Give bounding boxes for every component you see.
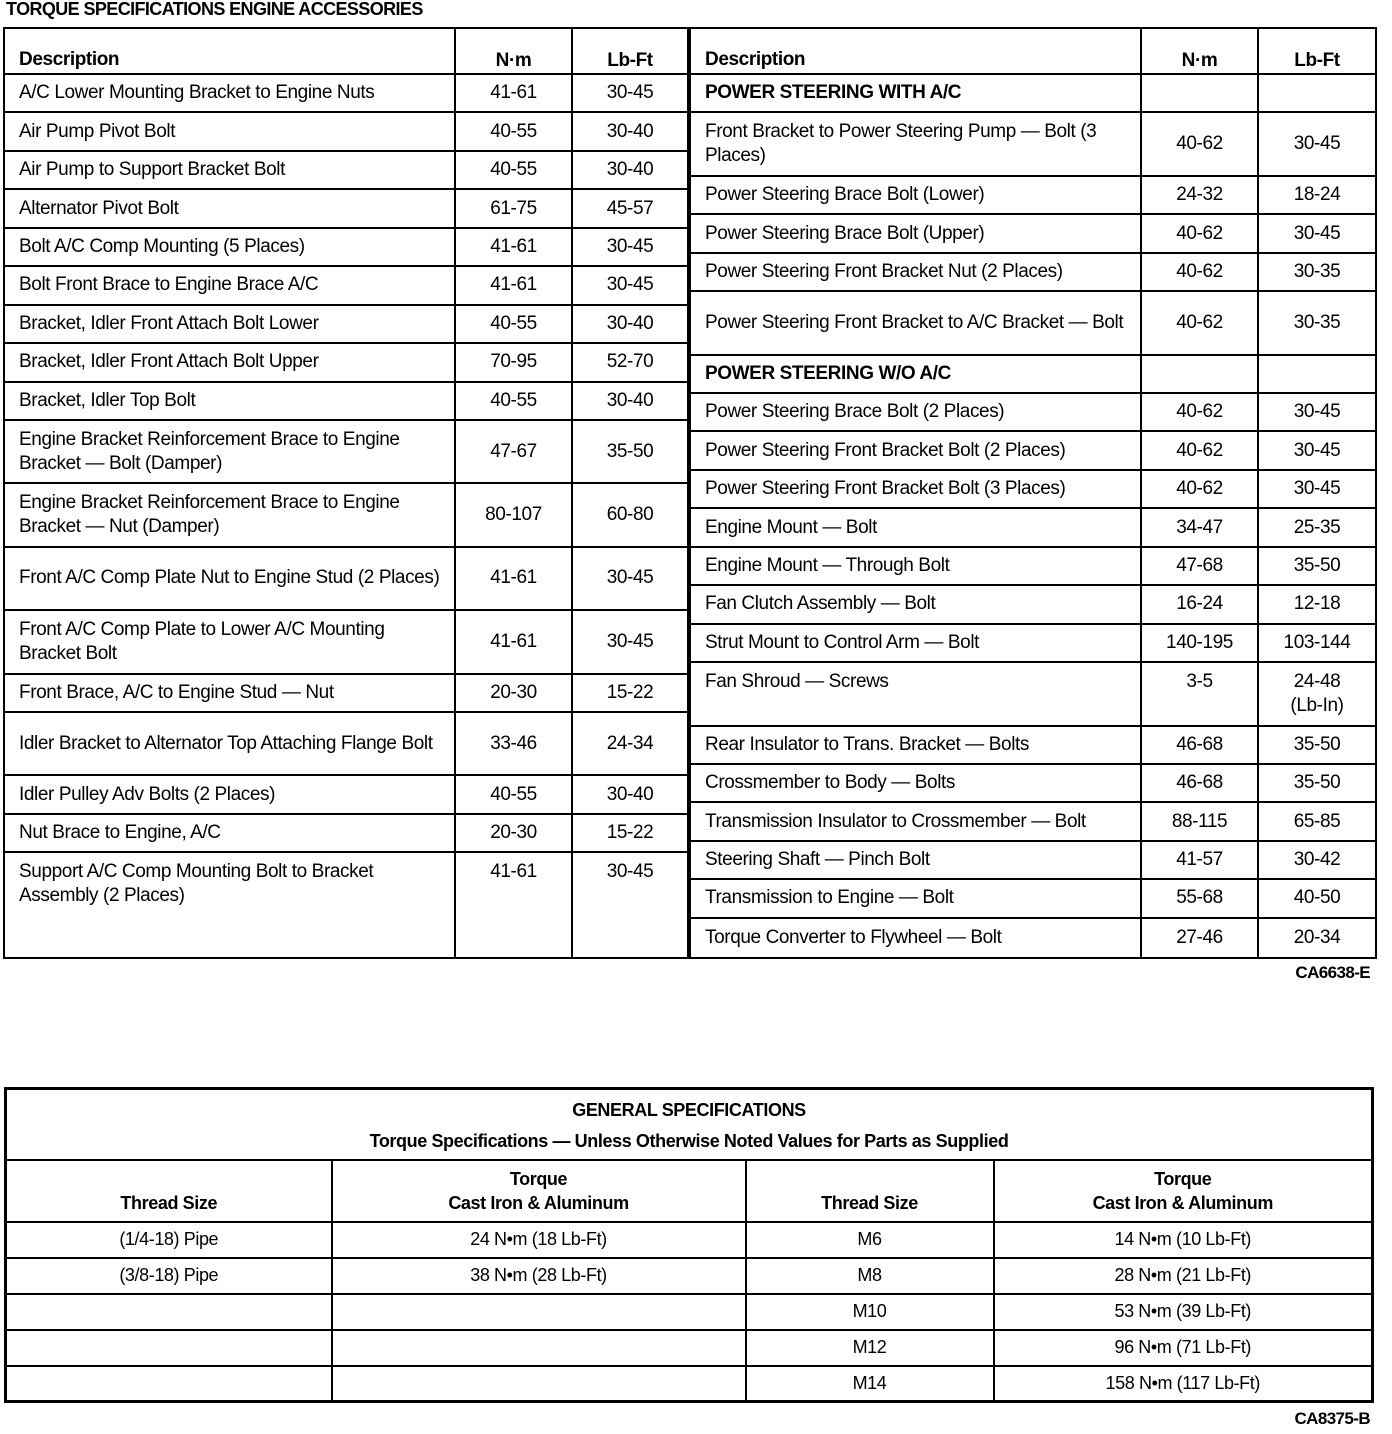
spec-lbft-value: 65-85 — [1258, 802, 1376, 840]
figure-reference-code: CA6638-E — [1295, 963, 1370, 982]
spec-lbft-value: 30-40 — [572, 775, 689, 813]
spec-nm-value: 41-61 — [455, 547, 572, 610]
spec-nm-value: 3-5 — [1141, 662, 1258, 725]
spec-description: Engine Mount — Through Bolt — [689, 547, 1141, 585]
col-header-nm: N·m — [1141, 28, 1258, 74]
spec-nm-value: 40-62 — [1141, 431, 1258, 469]
col-header-nm: N·m — [455, 28, 572, 74]
torque-value-cell: 158 N•m (117 Lb-Ft) — [994, 1366, 1373, 1402]
spec-description: Fan Clutch Assembly — Bolt — [689, 585, 1141, 623]
spec-nm-value: 55-68 — [1141, 879, 1258, 917]
page-title: TORQUE SPECIFICATIONS ENGINE ACCESSORIES — [6, 0, 423, 19]
general-spec-table — [4, 1087, 1374, 1403]
spec-nm-value: 24-32 — [1141, 176, 1258, 214]
spec-nm-value: 40-62 — [1141, 253, 1258, 291]
spec-nm-value: 80-107 — [455, 483, 572, 546]
spec-nm-value: 34-47 — [1141, 508, 1258, 546]
spec-nm-value: 70-95 — [455, 343, 572, 381]
spec-description: Power Steering Front Bracket Nut (2 Places) — [689, 253, 1141, 291]
spec-description: Front Bracket to Power Steering Pump — Bolt (3 Places) — [689, 112, 1141, 175]
spec-description: Bracket, Idler Top Bolt — [4, 382, 455, 420]
general-spec-row — [6, 1222, 1373, 1258]
spec-nm-value: 20-30 — [455, 814, 572, 852]
spec-description: Power Steering Brace Bolt (Lower) — [689, 176, 1141, 214]
thread-size-cell — [6, 1366, 332, 1402]
general-spec-subtitle: Torque Specifications — Unless Otherwise Noted Values for Parts as Supplied — [6, 1125, 1373, 1160]
torque-value-cell: 14 N•m (10 Lb-Ft) — [994, 1222, 1373, 1258]
spec-nm-value: 41-61 — [455, 852, 572, 958]
thread-size-cell — [6, 1330, 332, 1366]
section-heading: POWER STEERING W/O A/C — [689, 355, 1141, 393]
torque-value-cell: 96 N•m (71 Lb-Ft) — [994, 1330, 1373, 1366]
torque-value-cell: 53 N•m (39 Lb-Ft) — [994, 1294, 1373, 1330]
thread-size-cell: M12 — [746, 1330, 994, 1366]
spec-description: Air Pump to Support Bracket Bolt — [4, 151, 455, 189]
spec-description: Power Steering Front Bracket to A/C Bracket — Bolt — [689, 291, 1141, 354]
spec-nm-value: 41-57 — [1141, 841, 1258, 879]
col-header-lbft: Lb-Ft — [1258, 28, 1376, 74]
spec-nm-value: 41-61 — [455, 228, 572, 266]
general-header-row — [6, 1160, 1373, 1222]
spec-unit-note: (Lb-In) — [1290, 695, 1344, 717]
torque-spec-table — [3, 27, 1377, 959]
general-spec-row — [6, 1294, 1373, 1330]
spec-nm-value: 41-61 — [455, 266, 572, 304]
spec-lbft-value: 30-45 — [572, 74, 689, 112]
general-spec-row — [6, 1258, 1373, 1294]
spec-lbft-value: 30-45 — [572, 228, 689, 266]
spec-lbft-value: 15-22 — [572, 814, 689, 852]
spec-description: Idler Bracket to Alternator Top Attaching Flange Bolt — [4, 712, 455, 775]
thread-size-cell: M6 — [746, 1222, 994, 1258]
spec-lbft-value: 103-144 — [1258, 624, 1376, 662]
spec-description: Power Steering Front Bracket Bolt (3 Places) — [689, 470, 1141, 508]
spec-lbft-value: 30-45 — [1258, 112, 1376, 175]
general-spec-title: GENERAL SPECIFICATIONS — [6, 1089, 1373, 1125]
spec-lbft-value: 35-50 — [572, 420, 689, 483]
spec-lbft-value: 30-42 — [1258, 841, 1376, 879]
section-heading: POWER STEERING WITH A/C — [689, 74, 1141, 112]
spec-lbft-value: 15-22 — [572, 674, 689, 712]
spec-description: Nut Brace to Engine, A/C — [4, 814, 455, 852]
spec-description: Air Pump Pivot Bolt — [4, 112, 455, 150]
torque-value-cell — [332, 1294, 746, 1330]
spec-description: Engine Bracket Reinforcement Brace to Engine Bracket — Nut (Damper) — [4, 483, 455, 546]
spec-description: Alternator Pivot Bolt — [4, 189, 455, 227]
torque-value-cell: 24 N•m (18 Lb-Ft) — [332, 1222, 746, 1258]
spec-description: Strut Mount to Control Arm — Bolt — [689, 624, 1141, 662]
spec-nm-value: 47-68 — [1141, 547, 1258, 585]
spec-description: Front A/C Comp Plate Nut to Engine Stud (2 Places) — [4, 547, 455, 610]
spec-description: Torque Converter to Flywheel — Bolt — [689, 918, 1141, 958]
thread-size-cell: M14 — [746, 1366, 994, 1402]
spec-description: Engine Mount — Bolt — [689, 508, 1141, 546]
spec-lbft-value: 35-50 — [1258, 547, 1376, 585]
spec-lbft-value: 25-35 — [1258, 508, 1376, 546]
spec-nm-value: 40-62 — [1141, 112, 1258, 175]
spec-description: Power Steering Brace Bolt (Upper) — [689, 214, 1141, 252]
spec-description: Idler Pulley Adv Bolts (2 Places) — [4, 775, 455, 813]
spec-lbft-value — [1258, 662, 1376, 725]
spec-description: Bolt Front Brace to Engine Brace A/C — [4, 266, 455, 304]
col-header-thread-size: Thread Size — [6, 1160, 332, 1222]
spec-lbft-value: 24-34 — [572, 712, 689, 775]
spec-lbft-value: 60-80 — [572, 483, 689, 546]
spec-lbft-value: 52-70 — [572, 343, 689, 381]
spec-lbft-value: 20-34 — [1258, 918, 1376, 958]
spec-lbft-value: 30-45 — [1258, 214, 1376, 252]
general-spec-row — [6, 1330, 1373, 1366]
spec-nm-value: 40-55 — [455, 775, 572, 813]
spec-nm-value — [1141, 355, 1258, 393]
spec-description: Fan Shroud — Screws — [689, 662, 1141, 725]
spec-lbft-value: 30-45 — [572, 547, 689, 610]
spec-lbft-value: 35-50 — [1258, 726, 1376, 764]
col-header-torque: Torque Cast Iron & Aluminum — [332, 1160, 746, 1222]
spec-nm-value: 41-61 — [455, 74, 572, 112]
spec-lbft-value — [1258, 355, 1376, 393]
spec-nm-value: 40-55 — [455, 382, 572, 420]
spec-nm-value: 20-30 — [455, 674, 572, 712]
spec-lbft-value — [1258, 74, 1376, 112]
spec-nm-value: 46-68 — [1141, 764, 1258, 802]
spec-nm-value: 40-62 — [1141, 470, 1258, 508]
spec-nm-value: 40-62 — [1141, 291, 1258, 354]
spec-nm-value: 16-24 — [1141, 585, 1258, 623]
spec-description: Support A/C Comp Mounting Bolt to Bracket Assembly (2 Places) — [4, 852, 455, 958]
spec-nm-value: 40-55 — [455, 305, 572, 343]
spec-description: Steering Shaft — Pinch Bolt — [689, 841, 1141, 879]
spec-nm-value: 40-62 — [1141, 214, 1258, 252]
spec-nm-value: 40-62 — [1141, 393, 1258, 431]
spec-lbft-value: 30-40 — [572, 305, 689, 343]
spec-lbft-value: 30-35 — [1258, 291, 1376, 354]
thread-size-cell: M10 — [746, 1294, 994, 1330]
spec-lbft-value: 30-40 — [572, 151, 689, 189]
spec-nm-value: 40-55 — [455, 112, 572, 150]
spec-lbft-value: 30-45 — [1258, 431, 1376, 469]
spec-nm-value: 61-75 — [455, 189, 572, 227]
spec-lbft-value: 35-50 — [1258, 764, 1376, 802]
thread-size-cell: (3/8-18) Pipe — [6, 1258, 332, 1294]
torque-value-cell — [332, 1330, 746, 1366]
spec-nm-value: 33-46 — [455, 712, 572, 775]
spec-nm-value: 46-68 — [1141, 726, 1258, 764]
spec-description: Transmission Insulator to Crossmember — Bolt — [689, 802, 1141, 840]
spec-nm-value: 47-67 — [455, 420, 572, 483]
spec-description: Power Steering Front Bracket Bolt (2 Places) — [689, 431, 1141, 469]
spec-lbft-value: 30-45 — [1258, 470, 1376, 508]
spec-description: Front Brace, A/C to Engine Stud — Nut — [4, 674, 455, 712]
spec-nm-value — [1141, 74, 1258, 112]
spec-nm-value: 40-55 — [455, 151, 572, 189]
spec-lbft-value: 12-18 — [1258, 585, 1376, 623]
spec-description: Bracket, Idler Front Attach Bolt Upper — [4, 343, 455, 381]
thread-size-cell: M8 — [746, 1258, 994, 1294]
spec-lbft-value: 30-45 — [572, 610, 689, 673]
thread-size-cell: (1/4-18) Pipe — [6, 1222, 332, 1258]
general-spec-row — [6, 1366, 1373, 1402]
spec-description: Bolt A/C Comp Mounting (5 Places) — [4, 228, 455, 266]
spec-lbft-value: 30-45 — [1258, 393, 1376, 431]
spec-lbft-value: 40-50 — [1258, 879, 1376, 917]
torque-value-cell — [332, 1366, 746, 1402]
spec-lbft-value: 30-45 — [572, 266, 689, 304]
header-row — [4, 28, 1376, 74]
col-header-lbft: Lb-Ft — [572, 28, 689, 74]
spec-description: Engine Bracket Reinforcement Brace to Engine Bracket — Bolt (Damper) — [4, 420, 455, 483]
spec-description: Crossmember to Body — Bolts — [689, 764, 1141, 802]
spec-description: Bracket, Idler Front Attach Bolt Lower — [4, 305, 455, 343]
thread-size-cell — [6, 1294, 332, 1330]
torque-value-cell: 28 N•m (21 Lb-Ft) — [994, 1258, 1373, 1294]
spec-nm-value: 140-195 — [1141, 624, 1258, 662]
spec-lbft-value: 30-45 — [572, 852, 689, 958]
spec-description: Power Steering Brace Bolt (2 Places) — [689, 393, 1141, 431]
col-header-torque: Torque Cast Iron & Aluminum — [994, 1160, 1373, 1222]
torque-value-cell: 38 N•m (28 Lb-Ft) — [332, 1258, 746, 1294]
spec-nm-value: 88-115 — [1141, 802, 1258, 840]
spec-lbft-value: 30-40 — [572, 112, 689, 150]
col-header-thread-size: Thread Size — [746, 1160, 994, 1222]
spec-lbft-value-main: 24-48 — [1293, 671, 1341, 693]
spec-lbft-value: 30-35 — [1258, 253, 1376, 291]
spec-description: Front A/C Comp Plate to Lower A/C Mounting Bracket Bolt — [4, 610, 455, 673]
col-header-description: Description — [689, 28, 1141, 74]
spec-description: Rear Insulator to Trans. Bracket — Bolts — [689, 726, 1141, 764]
spec-lbft-value: 45-57 — [572, 189, 689, 227]
spec-nm-value: 27-46 — [1141, 918, 1258, 958]
spec-description: A/C Lower Mounting Bracket to Engine Nuts — [4, 74, 455, 112]
spec-lbft-value: 18-24 — [1258, 176, 1376, 214]
spec-description: Transmission to Engine — Bolt — [689, 879, 1141, 917]
figure-reference-code: CA8375-B — [1294, 1409, 1370, 1428]
col-header-description: Description — [4, 28, 455, 74]
spec-nm-value: 41-61 — [455, 610, 572, 673]
spec-lbft-value: 30-40 — [572, 382, 689, 420]
